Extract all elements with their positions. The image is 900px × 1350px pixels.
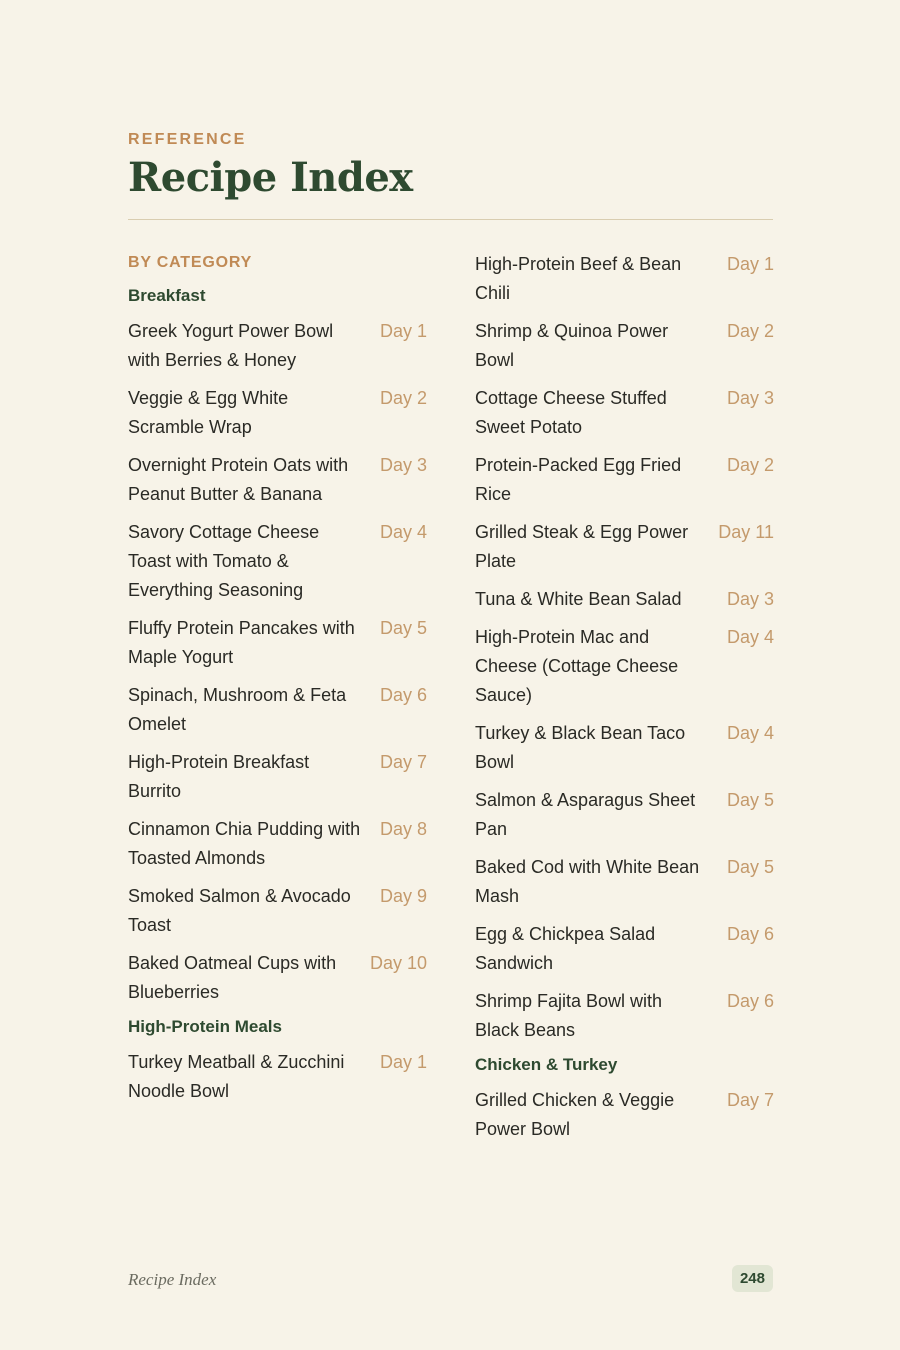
recipe-name: Fluffy Protein Pancakes with Maple Yogurt <box>128 618 355 667</box>
left-category-list <box>128 285 427 1106</box>
recipe-day: Day 6 <box>726 991 774 1011</box>
page <box>128 0 773 1350</box>
recipe-day: Day 3 <box>379 455 427 475</box>
section-label: BY CATEGORY <box>128 254 253 271</box>
recipe-day: Day 5 <box>726 790 774 810</box>
recipe-day: Day 1 <box>379 321 427 341</box>
recipe-name: Turkey & Black Bean Taco Bowl <box>475 723 686 772</box>
recipe-entry <box>475 518 774 576</box>
recipe-day: Day 4 <box>726 627 774 647</box>
recipe-entry <box>128 681 427 739</box>
recipe-entry <box>128 1048 427 1106</box>
recipe-day: Day 1 <box>726 254 774 274</box>
recipe-day: Day 7 <box>379 752 427 772</box>
recipe-day: Day 1 <box>379 1052 427 1072</box>
recipe-entry <box>128 384 427 442</box>
right-category-list <box>475 1054 774 1144</box>
recipe-entry <box>475 786 774 844</box>
recipe-day: Day 3 <box>726 388 774 408</box>
recipe-name: Tuna & White Bean Salad <box>475 589 682 609</box>
recipe-name: Cottage Cheese Stuffed Sweet Potato <box>475 388 667 437</box>
recipe-entry <box>475 317 774 375</box>
recipe-entry <box>475 585 774 614</box>
recipe-name: Spinach, Mushroom & Feta Omelet <box>128 685 347 734</box>
recipe-name: Grilled Steak & Egg Power Plate <box>475 522 689 571</box>
recipe-entry <box>475 719 774 777</box>
recipe-entry <box>475 451 774 509</box>
recipe-entry <box>475 250 774 308</box>
recipe-day: Day 4 <box>379 522 427 542</box>
recipe-entry <box>475 853 774 911</box>
left-column <box>128 250 427 1115</box>
recipe-name: High-Protein Breakfast Burrito <box>128 752 310 801</box>
recipe-entry <box>128 949 427 1007</box>
recipe-name: Veggie & Egg White Scramble Wrap <box>128 388 289 437</box>
recipe-day: Day 4 <box>726 723 774 743</box>
recipe-entry <box>475 384 774 442</box>
recipe-name: Protein-Packed Egg Fried Rice <box>475 455 682 504</box>
recipe-day: Day 11 <box>718 522 774 542</box>
recipe-name: Smoked Salmon & Avocado Toast <box>128 886 351 935</box>
right-entry-list <box>475 250 774 1045</box>
page-number-badge: 248 <box>732 1265 773 1292</box>
recipe-entry <box>128 451 427 509</box>
page-title: Recipe Index <box>128 154 413 201</box>
recipe-name: Greek Yogurt Power Bowl with Berries & Honey <box>128 321 334 370</box>
recipe-entry <box>475 623 774 710</box>
recipe-name: High-Protein Mac and Cheese (Cottage Cheese Sauce) <box>475 627 679 705</box>
recipe-name: Salmon & Asparagus Sheet Pan <box>475 790 696 839</box>
recipe-entry <box>128 317 427 375</box>
recipe-day: Day 5 <box>379 618 427 638</box>
recipe-day: Day 2 <box>379 388 427 408</box>
recipe-name: Overnight Protein Oats with Peanut Butter & Banana <box>128 455 349 504</box>
recipe-name: Savory Cottage Cheese Toast with Tomato & Everything Seasoning <box>128 522 320 600</box>
recipe-name: Baked Cod with White Bean Mash <box>475 857 700 906</box>
eyebrow-label: REFERENCE <box>128 131 247 148</box>
header-divider <box>128 219 773 220</box>
recipe-entry <box>128 815 427 873</box>
footer-title: Recipe Index <box>128 1270 217 1289</box>
recipe-day: Day 7 <box>726 1090 774 1110</box>
right-column <box>475 250 774 1153</box>
recipe-name: Egg & Chickpea Salad Sandwich <box>475 924 656 973</box>
recipe-name: Cinnamon Chia Pudding with Toasted Almonds <box>128 819 361 868</box>
recipe-name: Shrimp & Quinoa Power Bowl <box>475 321 669 370</box>
recipe-entry <box>128 748 427 806</box>
recipe-day: Day 6 <box>726 924 774 944</box>
category-heading: Chicken & Turkey <box>475 1055 618 1074</box>
category-heading: High-Protein Meals <box>128 1017 282 1036</box>
recipe-name: Shrimp Fajita Bowl with Black Beans <box>475 991 663 1040</box>
recipe-entry <box>128 518 427 605</box>
recipe-day: Day 2 <box>726 455 774 475</box>
recipe-name: Baked Oatmeal Cups with Blueberries <box>128 953 337 1002</box>
recipe-day: Day 3 <box>726 589 774 609</box>
recipe-name: High-Protein Beef & Bean Chili <box>475 254 682 303</box>
recipe-name: Turkey Meatball & Zucchini Noodle Bowl <box>128 1052 345 1101</box>
recipe-entry <box>475 920 774 978</box>
recipe-day: Day 6 <box>379 685 427 705</box>
recipe-entry <box>475 1086 774 1144</box>
recipe-day: Day 10 <box>369 953 427 973</box>
recipe-entry <box>128 882 427 940</box>
recipe-entry <box>475 987 774 1045</box>
category-heading: Breakfast <box>128 286 206 305</box>
recipe-day: Day 8 <box>379 819 427 839</box>
recipe-entry <box>128 614 427 672</box>
recipe-day: Day 5 <box>726 857 774 877</box>
recipe-day: Day 2 <box>726 321 774 341</box>
recipe-day: Day 9 <box>379 886 427 906</box>
recipe-name: Grilled Chicken & Veggie Power Bowl <box>475 1090 675 1139</box>
